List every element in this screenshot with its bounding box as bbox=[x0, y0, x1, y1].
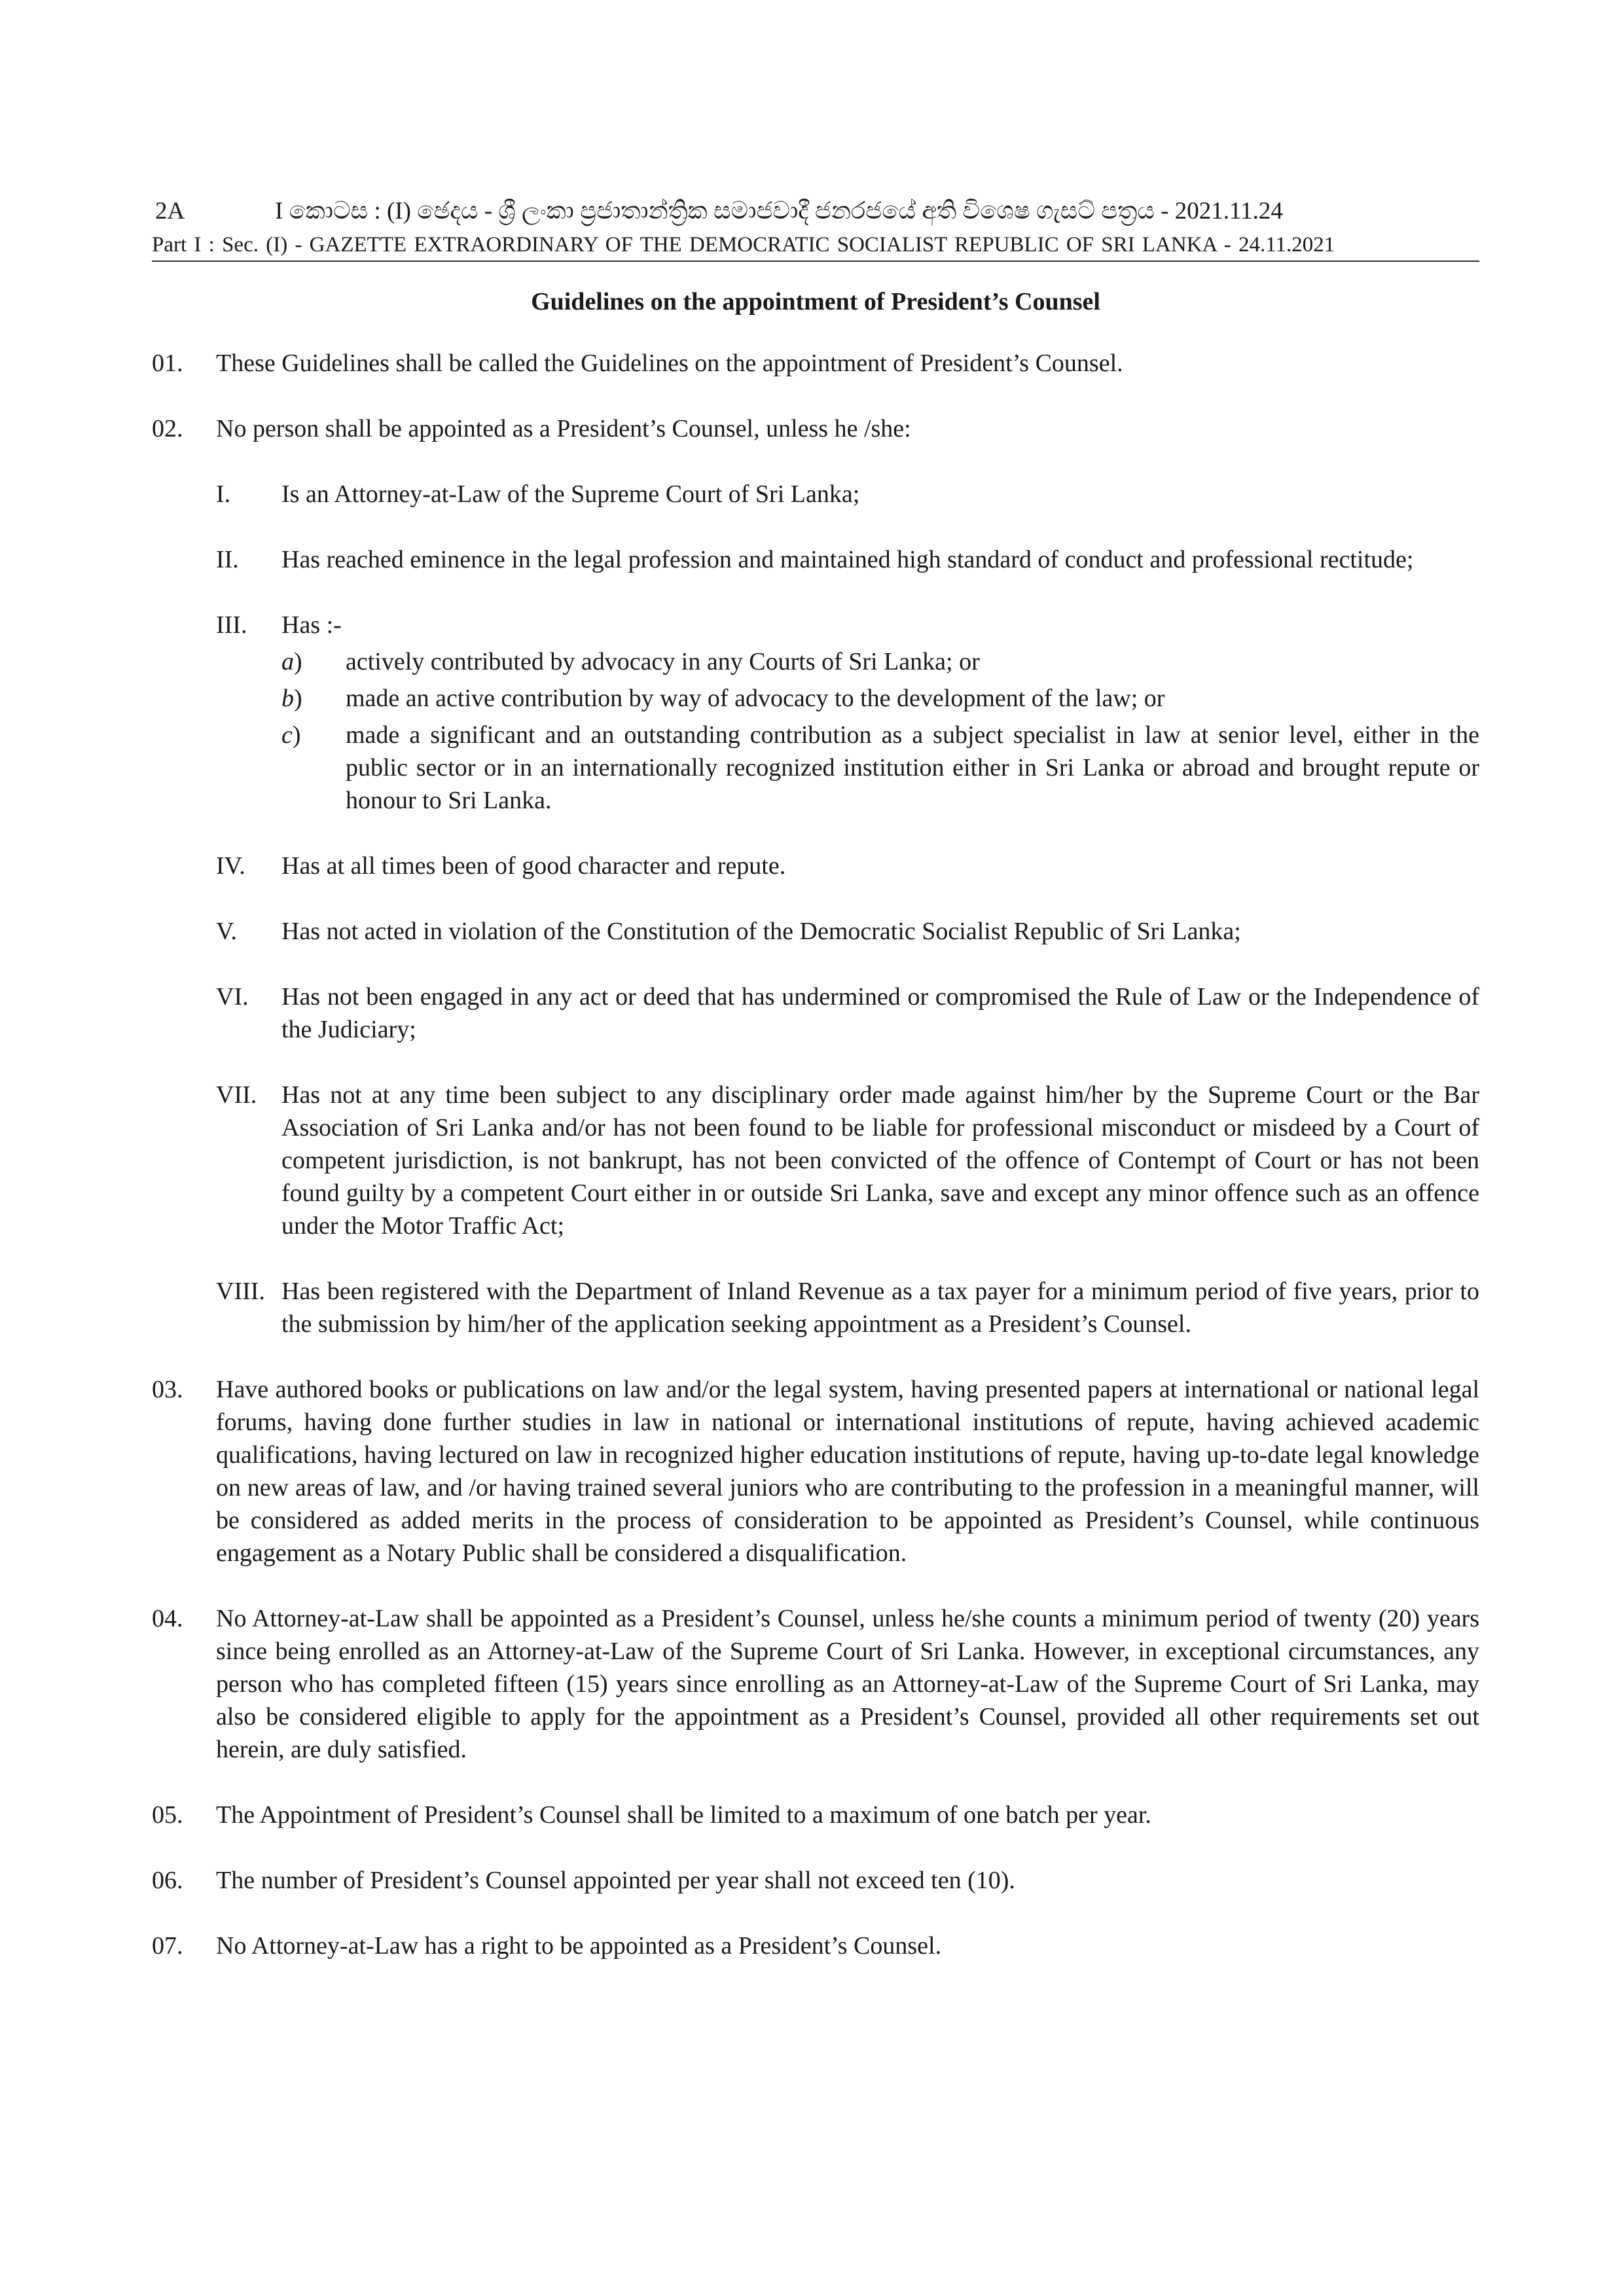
clause-text: No Attorney-at-Law has a right to be appointed as a President’s Counsel. bbox=[216, 1932, 942, 1960]
requirement-content bbox=[281, 980, 1479, 1046]
requirement-list bbox=[216, 478, 1479, 1340]
sub-requirement-letter: c) bbox=[281, 721, 301, 749]
requirement-number: I. bbox=[216, 480, 231, 508]
requirement-number: V. bbox=[216, 918, 238, 945]
sub-requirement-text: actively contributed by advocacy in any Courts of Sri Lanka; or bbox=[346, 648, 980, 675]
clause-number: 03. bbox=[152, 1376, 183, 1403]
page-number: 2A bbox=[155, 198, 185, 224]
sub-requirement bbox=[281, 719, 1479, 817]
clause-content bbox=[216, 347, 1479, 380]
requirement-text: Is an Attorney-at-Law of the Supreme Court of Sri Lanka; bbox=[281, 480, 860, 508]
document-title: Guidelines on the appointment of President’s Counsel bbox=[531, 288, 1100, 315]
clause-content bbox=[216, 1929, 1479, 1962]
clause-number: 07. bbox=[152, 1932, 183, 1960]
requirement-item bbox=[216, 915, 1479, 948]
sub-requirement bbox=[281, 645, 1479, 678]
requirement-item bbox=[216, 543, 1479, 576]
requirement-number: VII. bbox=[216, 1081, 257, 1109]
requirement-item bbox=[216, 980, 1479, 1046]
clause-text: No Attorney-at-Law shall be appointed as a President’s Counsel, unless he/she counts a minimum period of twenty (20) years since being enrolled as an Attorney-at-Law of the Supreme Court of Sri Lanka. However, in exceptional circumstances, any person who has completed fifteen (15) years since enrolling as an Attorney-at-Law of the Supreme Court of Sri Lanka, may also be considered eligible to apply for the appointment as a President’s Counsel, provided all other requirements set out herein, are duly satisfied. bbox=[216, 1605, 1479, 1763]
clause-content bbox=[216, 1864, 1479, 1897]
clause-number: 01. bbox=[152, 350, 183, 377]
requirement-item bbox=[216, 850, 1479, 882]
requirement-item bbox=[216, 1079, 1479, 1242]
requirement-item bbox=[216, 478, 1479, 511]
requirement-text: Has reached eminence in the legal profession and maintained high standard of conduct and professional rectitude; bbox=[281, 546, 1414, 573]
header-divider bbox=[152, 260, 1479, 262]
requirement-text: Has not acted in violation of the Constitution of the Democratic Socialist Republic of Sri Lanka; bbox=[281, 918, 1241, 945]
clause bbox=[152, 1864, 1479, 1897]
requirement-text: Has :- bbox=[281, 611, 342, 639]
requirement-content bbox=[281, 478, 1479, 511]
requirement-content bbox=[281, 850, 1479, 882]
sub-requirement bbox=[281, 682, 1479, 715]
sub-requirement-letter: a) bbox=[281, 648, 302, 675]
requirement-text: Has not at any time been subject to any disciplinary order made against him/her by the Supreme Court or the Bar Association of Sri Lanka and/or has not been found to be liable for professional misconduct or misdeed by a Court of competent jurisdiction, is not bankrupt, has not been convicted of the offence of Contempt of Court or has not been found guilty by a competent Court either in or outside Sri Lanka, save and except any minor offence such as an offence under the Motor Traffic Act; bbox=[281, 1081, 1479, 1240]
requirement-number: IV. bbox=[216, 852, 245, 880]
clause-text: Have authored books or publications on law and/or the legal system, having presented papers at international or national legal forums, having done further studies in law in national or international institutions of repute, having achieved academic qualifications, having lectured on law in recognized higher education institutions of repute, having up-to-date legal knowledge on new areas of law, and /or having trained several juniors who are contributing to the profession in a meaningful manner, will be considered as added merits in the process of consideration to be appointed as President’s Counsel, while continuous engagement as a Notary Public shall be considered a disqualification. bbox=[216, 1376, 1479, 1567]
clause-content bbox=[216, 1602, 1479, 1766]
clause bbox=[152, 1929, 1479, 1962]
clause-text: The Appointment of President’s Counsel shall be limited to a maximum of one batch per year. bbox=[216, 1801, 1151, 1829]
clause bbox=[152, 1602, 1479, 1766]
requirement-number: VI. bbox=[216, 983, 249, 1011]
requirement-item bbox=[216, 1275, 1479, 1340]
clause-number: 05. bbox=[152, 1801, 183, 1829]
clause-number: 06. bbox=[152, 1867, 183, 1894]
sub-requirement-letter: b) bbox=[281, 685, 302, 712]
clause bbox=[152, 347, 1479, 380]
clause-content bbox=[216, 1799, 1479, 1831]
clause-number: 04. bbox=[152, 1605, 183, 1632]
sub-requirement-text: made a significant and an outstanding contribution as a subject specialist in law at senior level, either in the public sector or in an internationally recognized institution either in Sri Lanka or abroad and brought repute or honour to Sri Lanka. bbox=[346, 721, 1479, 814]
requirement-number: VIII. bbox=[216, 1278, 265, 1305]
header-line-sinhala bbox=[152, 195, 1479, 228]
requirement-number: II. bbox=[216, 546, 239, 573]
requirement-text: Has at all times been of good character and repute. bbox=[281, 852, 786, 880]
clause-text: These Guidelines shall be called the Guidelines on the appointment of President’s Counsel. bbox=[216, 350, 1123, 377]
requirement-content bbox=[281, 1079, 1479, 1242]
requirement-text: Has been registered with the Department of Inland Revenue as a tax payer for a minimum period of five years, prior to the submission by him/her of the application seeking appointment as a President’s Counsel. bbox=[281, 1278, 1479, 1338]
requirement-number: III. bbox=[216, 611, 247, 639]
requirement-content bbox=[281, 543, 1479, 576]
page-header bbox=[152, 195, 1479, 259]
header-english-text: Part I : Sec. (I) - GAZETTE EXTRAORDINARY OF THE DEMOCRATIC SOCIALIST REPUBLIC OF SRI LANKA - 24.11.2021 bbox=[152, 233, 1335, 257]
clause-content bbox=[216, 1373, 1479, 1570]
clause-text: No person shall be appointed as a President’s Counsel, unless he /she: bbox=[216, 415, 911, 442]
clause bbox=[152, 412, 1479, 1340]
requirement-content bbox=[281, 915, 1479, 948]
requirement-item bbox=[216, 609, 1479, 817]
sub-requirement-text: made an active contribution by way of advocacy to the development of the law; or bbox=[346, 685, 1165, 712]
clause bbox=[152, 1799, 1479, 1831]
requirement-content bbox=[281, 1275, 1479, 1340]
requirement-text: Has not been engaged in any act or deed that has undermined or compromised the Rule of Law or the Independence of the Judiciary; bbox=[281, 983, 1479, 1043]
clause-text: The number of President’s Counsel appointed per year shall not exceed ten (10). bbox=[216, 1867, 1015, 1894]
header-sinhala-text: I කොටස : (I) ඡෙදය - ශ්‍රී ලංකා ප්‍රජාතාන්ත්‍රික සමාජවාදී ජනරජයේ අති විශෙෂ ගැසට් පත්‍රය - 2021.11.24 bbox=[275, 198, 1283, 224]
requirement-content bbox=[281, 609, 1479, 817]
document-body bbox=[152, 347, 1479, 1995]
clause bbox=[152, 1373, 1479, 1570]
clause-number: 02. bbox=[152, 415, 183, 442]
clause-content bbox=[216, 412, 1479, 1340]
